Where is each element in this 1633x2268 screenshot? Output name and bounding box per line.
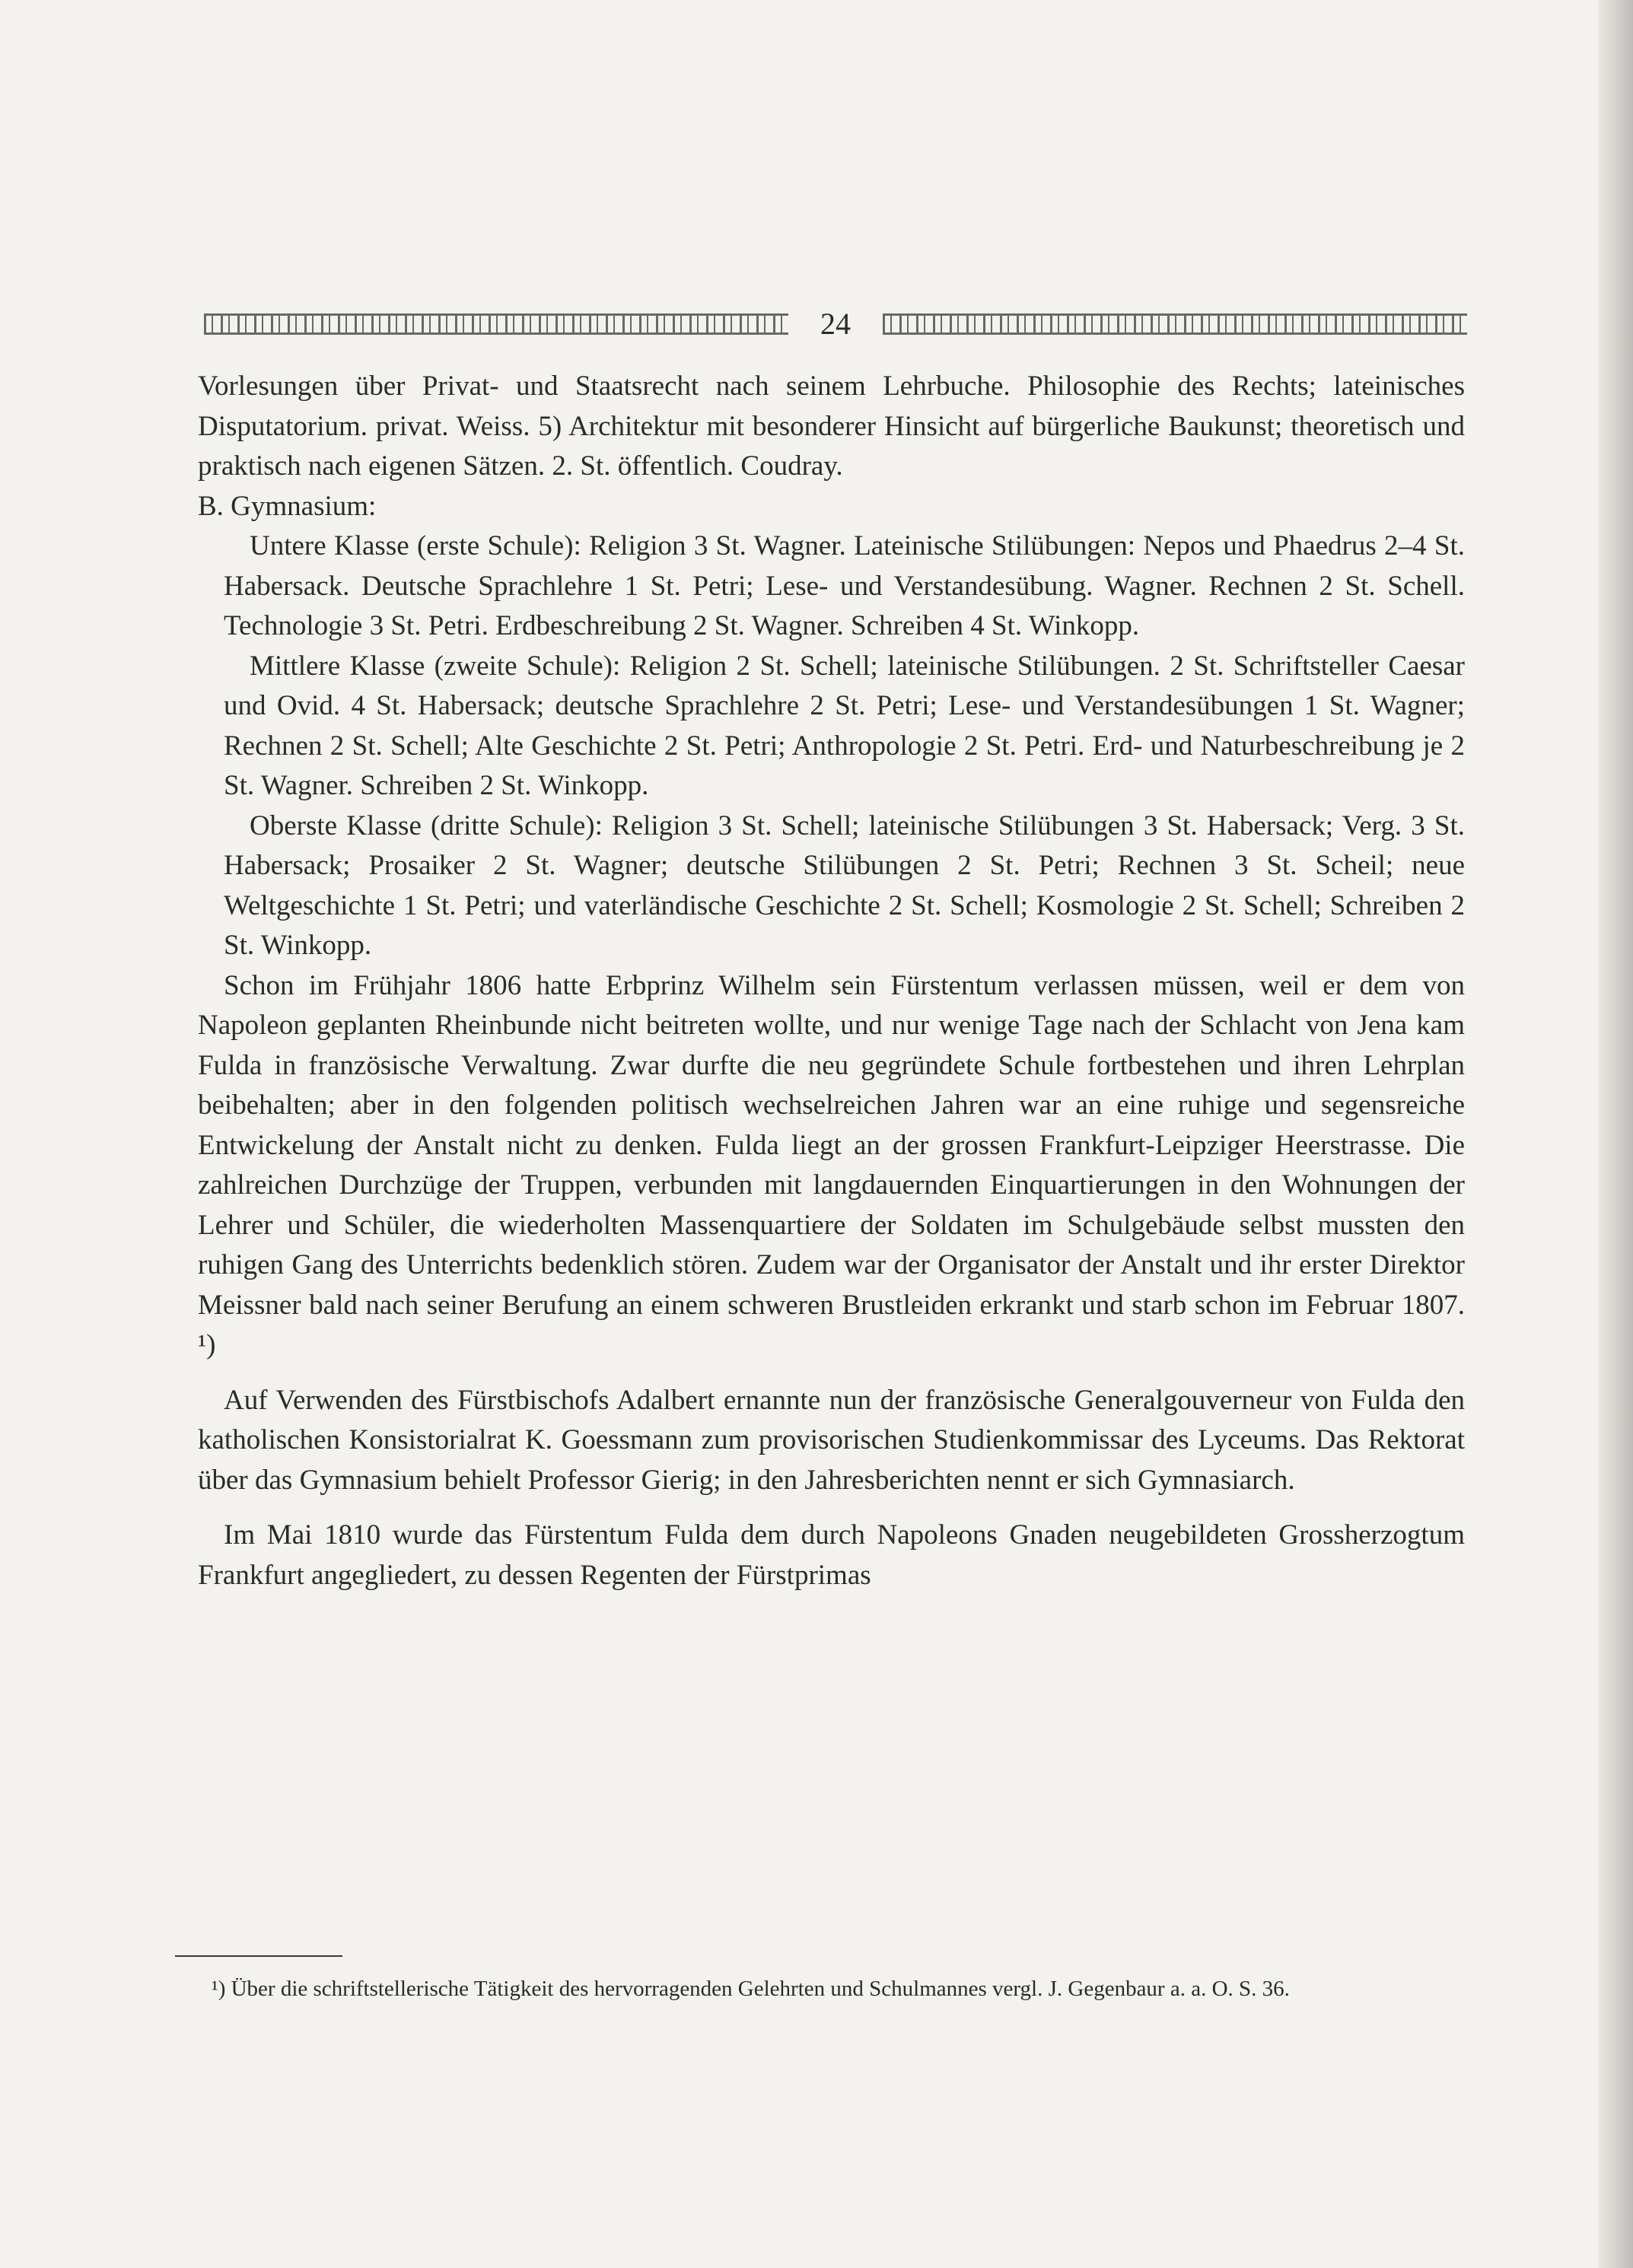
paragraph-grossherzogtum: Im Mai 1810 wurde das Fürstentum Fulda dem durch Napoleons Gnaden neugebildeten Grossherzogtum Frankfurt angegliedert, zu dessen Regenten der Fürstprimas — [198, 1519, 1465, 1591]
page-number: 24 — [820, 307, 851, 341]
section-heading-gymnasium: B. Gymnasium: — [198, 490, 377, 522]
paragraph-oberste-klasse: Oberste Klasse (dritte Schule): Religion 3 St. Schell; lateinische Stilübungen 3 St. Habersack; Verg. 3 St. Habersack; Prosaiker 2 St. Wagner; deutsche Stilübungen 2 St. Petri; Rechnen 3 St. Scheil; neue Weltgeschichte 1 St. Petri; und vaterländische Geschichte 2 St. Schell; Kosmologie 2 St. Schell; Schreiben 2 St. Winkopp. — [224, 810, 1465, 961]
footnotes — [177, 1972, 1463, 2006]
paragraph-mittlere-klasse: Mittlere Klasse (zweite Schule): Religion 2 St. Schell; lateinische Stilübungen. 2 St. Schriftsteller Caesar und Ovid. 4 St. Habersack; deutsche Sprachlehre 2 St. Petri; Lese- und Verstandesübungen 1 St. Wagner; Rechnen 2 St. Schell; Alte Geschichte 2 St. Petri; Anthropologie 2 St. Petri. Erd- und Naturbeschreibung je 2 St. Wagner. Schreiben 2 St. Winkopp. — [224, 650, 1465, 801]
paragraph-untere-klasse: Untere Klasse (erste Schule): Religion 3 St. Wagner. Lateinische Stilübungen: Nepos und Phaedrus 2–4 St. Habersack. Deutsche Sprachlehre 1 St. Petri; Lese- und Verstandesübung. Wagner. Rechnen 2 St. Schell. Technologie 3 St. Petri. Erdbeschreibung 2 St. Wagner. Schreiben 4 St. Winkopp. — [224, 530, 1465, 641]
page-edge — [1598, 0, 1633, 2268]
ornament-border-right — [883, 313, 1467, 335]
main-text — [198, 367, 1465, 1595]
footnote-divider — [175, 1955, 342, 1957]
footnote-1: ¹) Über die schriftstellerische Tätigkeit des hervorragenden Gelehrten und Schulmannes vergl. J. Gegenbaur a. a. O. S. 36. — [212, 1977, 1290, 2001]
ornament-border-left — [204, 313, 788, 335]
paragraph-history-1806: Schon im Frühjahr 1806 hatte Erbprinz Wilhelm sein Fürstentum verlassen müssen, weil er dem von Napoleon geplanten Rheinbunde nicht beitreten wollte, und nur wenige Tage nach der Schlacht von Jena kam Fulda in französische Verwaltung. Zwar durfte die neu gegründete Schule fortbestehen und ihren Lehrplan beibehalten; aber in den folgenden politisch wechselreichen Jahren war an eine ruhige und segensreiche Entwickelung der Anstalt nicht zu denken. Fulda liegt an der grossen Frankfurt-Leipziger Heerstrasse. Die zahlreichen Durchzüge der Truppen, verbunden mit langdauernden Einquartierungen in den Wohnungen der Lehrer und Schüler, die wiederholten Massenquartiere der Soldaten im Schulgebäude selbst mussten den ruhigen Gang des Unterrichts bedenklich stören. Zudem war der Organisator der Anstalt und ihr erster Direktor Meissner bald nach seiner Berufung an einem schweren Brustleiden erkrankt und starb schon im Februar 1807. ¹) — [198, 969, 1465, 1360]
page-header — [204, 301, 1467, 347]
paragraph-curriculum-lyceum: Vorlesungen über Privat- und Staatsrecht nach seinem Lehrbuche. Philosophie des Rechts; lateinisches Disputatorium. privat. Weiss. 5) Architektur mit besonderer Hinsicht auf bürgerliche Baukunst; theoretisch und praktisch nach eigenen Sätzen. 2. St. öffentlich. Coudray. — [198, 371, 1465, 482]
paragraph-goessmann: Auf Verwenden des Fürstbischofs Adalbert ernannte nun der französische Generalgouverneur von Fulda den katholischen Konsistorialrat K. Goessmann zum provisorischen Studienkommissar des Lyceums. Das Rektorat über das Gymnasium behielt Professor Gierig; in den Jahresberichten nennt er sich Gymnasiarch. — [198, 1384, 1465, 1496]
